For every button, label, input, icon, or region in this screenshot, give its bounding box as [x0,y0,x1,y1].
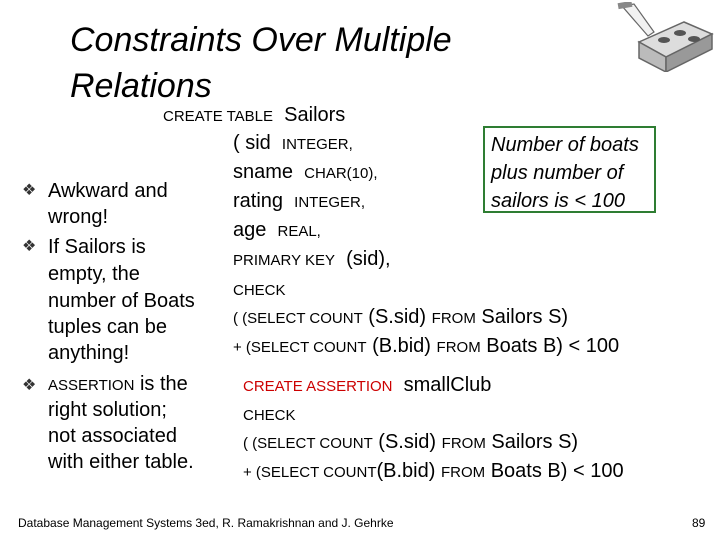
bullet-text: number of Boats [48,290,195,312]
sql-line [233,278,286,302]
sql-table-name: Sailors [284,104,346,126]
note-line: plus number of [491,162,624,184]
sql-token: (B.bid) [376,460,436,482]
sql-keyword: CREATE ASSERTION [243,378,393,395]
sql-line [233,190,365,214]
sql-token: Sailors S) [491,431,579,453]
page-number: 89 [692,516,706,530]
bullet-text: is the [139,373,188,395]
sql-line [233,219,321,243]
diamond-bullet-icon: ❖ [22,377,37,394]
bullet-text: anything! [48,342,130,364]
sql-line [243,431,578,455]
sql-token: smallClub [403,374,492,396]
sql-keyword: ( (SELECT COUNT [243,435,373,452]
diamond-bullet-icon: ❖ [22,238,37,255]
sql-token: (S.sid) [378,431,437,453]
bullet-text: right solution; [48,399,167,421]
bullet-text: wrong! [48,206,109,228]
sql-assertion-line [243,374,491,398]
sql-line [243,460,624,484]
bullet-text: with either table. [48,451,194,473]
sql-keyword: FROM [431,310,476,327]
sql-line [233,306,568,330]
bullet-text: If Sailors is [48,236,146,258]
sql-token: rating [233,190,284,212]
sql-keyword: PRIMARY KEY [233,252,335,269]
note-line: sailors is < 100 [491,190,625,212]
sql-keyword: CREATE TABLE [163,108,274,125]
sql-token: ( sid [233,132,271,154]
sql-keyword: REAL, [277,223,321,240]
sql-token: Boats B) < 100 [486,335,620,357]
sql-keyword: INTEGER, [281,136,353,153]
sql-token: age [233,219,267,241]
sql-keyword: CHECK [233,282,286,299]
sql-token: Sailors S) [481,306,569,328]
sql-keyword: CHAR(10), [304,165,378,182]
sql-keyword: + (SELECT COUNT [233,339,367,356]
sql-line [233,132,353,156]
note-line: Number of boats [491,134,639,156]
sql-keyword: + (SELECT COUNT [243,464,377,481]
sql-keyword: CHECK [243,407,296,424]
bullet-text: tuples can be [48,316,167,338]
bullet-text: not associated [48,425,177,447]
sql-keyword: FROM [436,339,481,356]
sql-keyword: ASSERTION [48,377,135,394]
sql-token: (sid), [346,248,391,270]
sql-keyword: ( (SELECT COUNT [233,310,363,327]
slide-title-line1: Constraints Over Multiple [70,21,452,59]
bullet-text: Awkward and [48,180,168,202]
diamond-bullet-icon: ❖ [22,182,37,199]
sql-token: Boats B) < 100 [490,460,624,482]
sql-keyword: FROM [441,435,486,452]
sql-token: sname [233,161,294,183]
footer-text: Database Management Systems 3ed, R. Ramakrishnan and J. Gehrke [18,516,394,530]
ruler-brick-icon [614,2,714,72]
sql-token: (B.bid) [372,335,431,357]
sql-line [233,335,619,359]
bullet-text: empty, the [48,263,140,285]
sql-line [233,248,391,272]
sql-token: (S.sid) [368,306,427,328]
bullet-text [48,371,188,399]
sql-line [233,161,378,185]
sql-keyword: FROM [440,464,486,481]
sql-keyword: INTEGER, [294,194,365,211]
sql-create-table-line [163,104,345,128]
slide-title-line2: Relations [70,67,212,105]
